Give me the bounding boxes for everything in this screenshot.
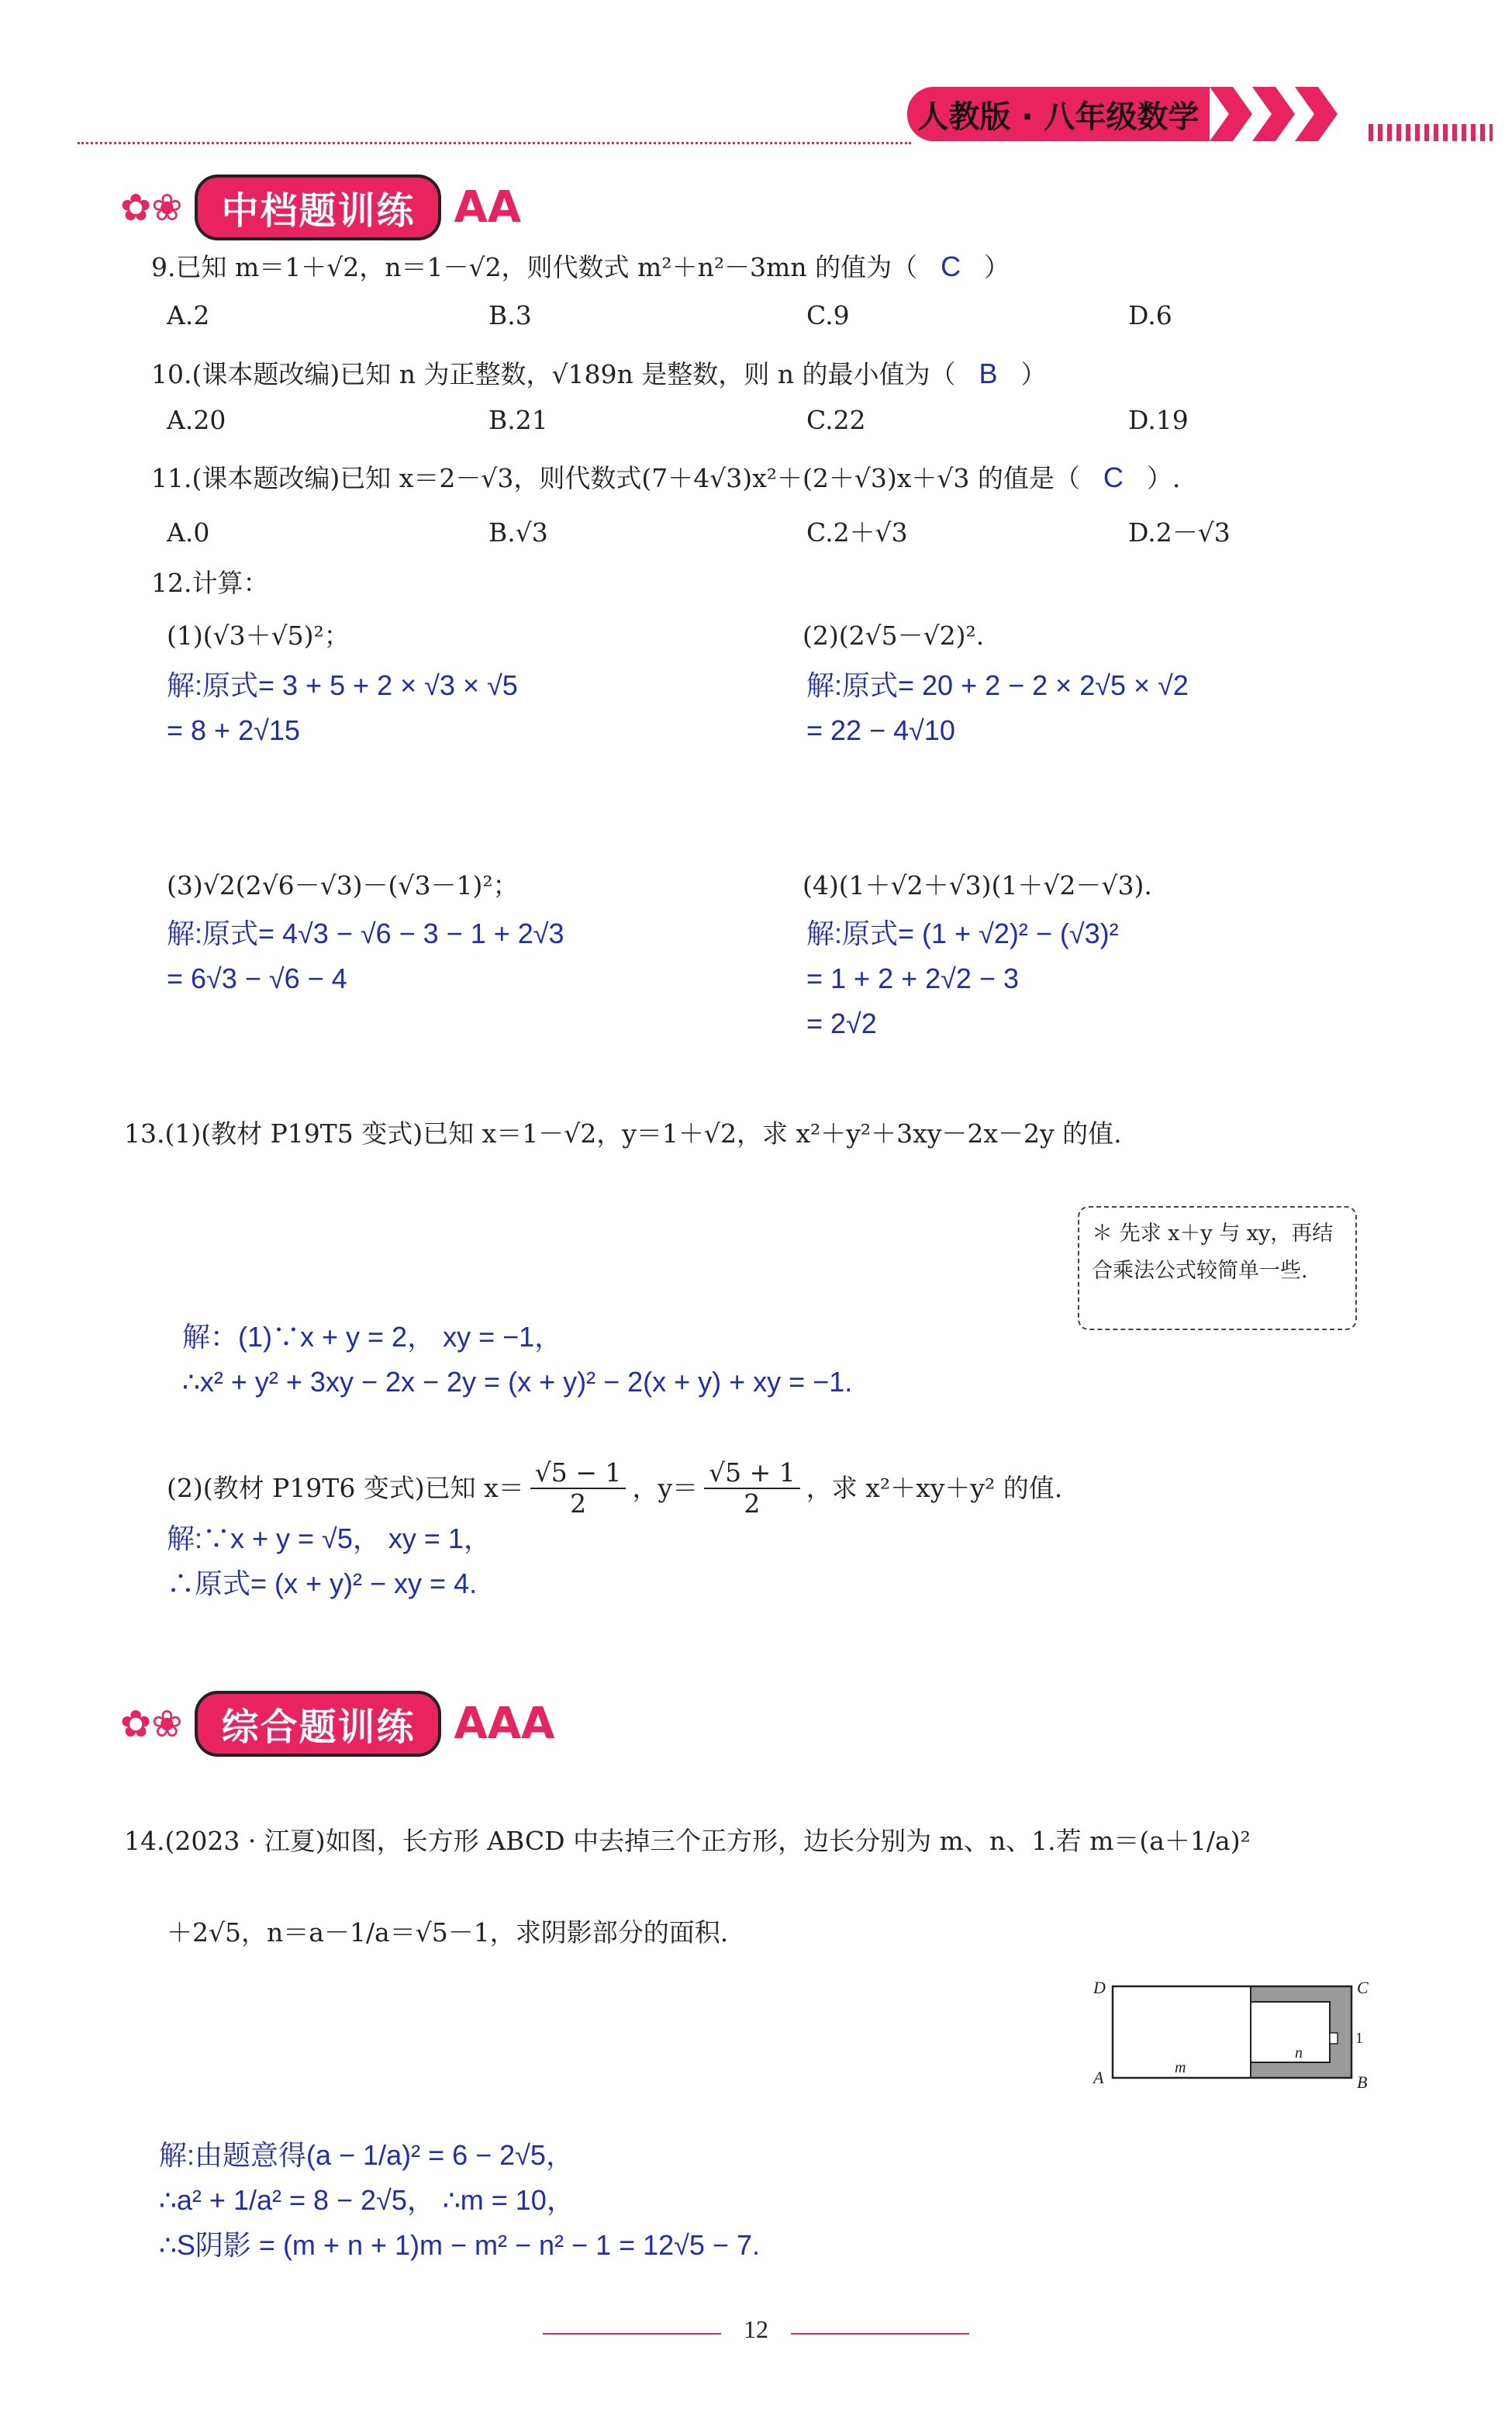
q10-option-c: C.22: [806, 405, 866, 435]
fraction-1-denominator: 2: [570, 1488, 587, 1519]
section-level: AA: [454, 182, 522, 233]
q12-part-4-answer-line-1: 解:原式= (1 + √2)² − (√3)²: [806, 918, 1119, 949]
page-number: 12: [744, 2315, 768, 2343]
hint-box: [1078, 1206, 1357, 1330]
label-one: 1: [1355, 2030, 1363, 2047]
label-a: A: [1093, 2068, 1104, 2087]
q13-part-2-post: ，求 x²＋xy＋y² 的值.: [806, 1473, 1063, 1503]
q13-answer-1-line-2: ∴x² + y² + 3xy − 2x − 2y = (x + y)² − 2(x + y) + xy = −1.: [182, 1366, 853, 1398]
q12-part-2-label: (2)(2√5－√2)².: [803, 620, 985, 651]
q14-answer-line-1: 解:由题意得(a − 1/a)² = 6 − 2√5，: [159, 2139, 574, 2171]
question-9: [151, 250, 1010, 285]
q9-option-c: C.9: [806, 300, 850, 330]
section-title: 中档题训练: [221, 189, 416, 233]
q12-part-4-answer-line-3: = 2√2: [806, 1008, 877, 1039]
q12-part-3-label: (3)√2(2√6－√3)－(√3－1)²；: [167, 870, 519, 900]
question-14-line-1: 14.(2023 · 江夏)如图，长方形 ABCD 中去掉三个正方形，边长分别为 m、n、1.若 m＝(a＋1/a)²: [124, 1826, 1251, 1856]
q12-part-3-answer-line-1: 解:原式= 4√3 − √6 − 3 − 1 + 2√3: [167, 918, 564, 949]
square-1: [1330, 2033, 1338, 2044]
question-13-part-2: [167, 1458, 1062, 1519]
section-header-1: [120, 175, 521, 240]
question-10-stem: 10.(课本题改编)已知 n 为正整数，√189n 是整数，则 n 的最小值为（: [151, 359, 956, 389]
header-chevrons: [1210, 87, 1365, 141]
hint-text: ＊ 先求 x＋y 与 xy，再结合乘法公式较简单一些.: [1092, 1222, 1334, 1283]
header-dotted-line: [78, 142, 911, 144]
question-11-close: ）.: [1146, 463, 1181, 493]
rectangle-figure: [1070, 1970, 1369, 2094]
fraction-2-denominator: 2: [744, 1488, 761, 1519]
label-b: B: [1357, 2072, 1368, 2092]
question-11-answer: C: [1103, 461, 1124, 493]
q12-part-2-answer-line-1: 解:原式= 20 + 2 − 2 × 2√5 × √2: [806, 669, 1189, 701]
header-tag: [907, 87, 1210, 141]
q14-answer-line-2: ∴a² + 1/a² = 8 − 2√5， ∴m = 10，: [159, 2184, 575, 2216]
question-11: [151, 461, 1180, 496]
question-14-line-2: ＋2√5，n＝a－1/a＝√5－1，求阴影部分的面积.: [167, 1917, 729, 1948]
header-stripes: [1369, 124, 1493, 141]
q11-option-c: C.2＋√3: [806, 517, 908, 548]
footer-line-left: [543, 2333, 721, 2335]
fraction-2: [704, 1458, 800, 1519]
question-10-close: ）: [1020, 359, 1047, 389]
fraction-1: [530, 1458, 627, 1519]
q12-part-1-label: (1)(√3＋√5)²；: [167, 620, 350, 651]
q12-part-1-answer-line-1: 解:原式= 3 + 5 + 2 × √3 × √5: [167, 669, 518, 701]
section-header-2: [120, 1691, 554, 1757]
fraction-2-numerator: √5 + 1: [704, 1458, 800, 1489]
q12-part-4-label: (4)(1＋√2＋√3)(1＋√2－√3).: [803, 870, 1152, 900]
section-title-badge: [195, 1691, 441, 1757]
flower-icon: ✿❀: [120, 1702, 183, 1746]
flower-icon: ✿❀: [120, 185, 183, 230]
q13-answer-1-line-1: 解：(1)∵x + y = 2， xy = −1，: [182, 1321, 563, 1353]
q14-answer-line-3: ∴S阴影 = (m + n + 1)m − m² − n² − 1 = 12√5 − 7.: [159, 2229, 760, 2261]
q12-part-3-answer-line-2: = 6√3 − √6 − 4: [167, 963, 347, 994]
q9-option-b: B.3: [488, 300, 532, 330]
label-m: m: [1175, 2059, 1186, 2076]
question-10-answer: B: [979, 358, 998, 389]
question-10: [151, 357, 1046, 392]
q11-option-b: B.√3: [488, 517, 548, 548]
q11-option-a: A.0: [167, 517, 210, 548]
section-level: AAA: [454, 1699, 555, 1749]
question-9-close: ）: [984, 252, 1010, 282]
label-n: n: [1295, 2044, 1303, 2062]
question-9-answer: C: [941, 251, 961, 282]
q13-answer-2-line-2: ∴原式= (x + y)² − xy = 4.: [167, 1567, 478, 1599]
square-n: [1251, 2002, 1330, 2062]
q13-part-2-mid: ，y＝: [632, 1473, 699, 1503]
header-tag-text: 人教版 · 八年级数学: [917, 99, 1200, 135]
q11-option-d: D.2－√3: [1128, 517, 1231, 548]
question-12: 12.计算：: [151, 568, 269, 598]
question-11-stem: 11.(课本题改编)已知 x＝2－√3，则代数式(7＋4√3)x²＋(2＋√3)x＋√3 的值是（: [151, 463, 1080, 493]
q13-part-2-pre: (2)(教材 P19T6 变式)已知 x＝: [167, 1473, 524, 1503]
q12-part-1-answer-line-2: = 8 + 2√15: [167, 714, 300, 746]
q9-option-a: A.2: [167, 300, 210, 330]
q10-option-a: A.20: [167, 405, 226, 435]
section-title-badge: [195, 175, 441, 240]
q10-option-b: B.21: [488, 405, 548, 435]
question-13-part-1: 13.(1)(教材 P19T5 变式)已知 x＝1－√2，y＝1＋√2，求 x²＋y²＋3xy－2x－2y 的值.: [124, 1118, 1122, 1149]
label-d: D: [1093, 1978, 1106, 1997]
fraction-1-numerator: √5 − 1: [530, 1458, 627, 1489]
footer-line-right: [791, 2333, 969, 2335]
q12-part-2-answer-line-2: = 22 − 4√10: [806, 714, 955, 746]
q12-part-4-answer-line-2: = 1 + 2 + 2√2 − 3: [806, 963, 1019, 994]
q13-answer-2-line-1: 解:∵x + y = √5， xy = 1，: [167, 1523, 492, 1554]
q9-option-d: D.6: [1128, 300, 1172, 330]
q10-option-d: D.19: [1128, 405, 1189, 435]
question-9-stem: 9.已知 m＝1＋√2，n＝1－√2，则代数式 m²＋n²－3mn 的值为（: [151, 252, 918, 282]
label-c: C: [1357, 1978, 1369, 1997]
section-title: 综合题训练: [221, 1706, 416, 1749]
